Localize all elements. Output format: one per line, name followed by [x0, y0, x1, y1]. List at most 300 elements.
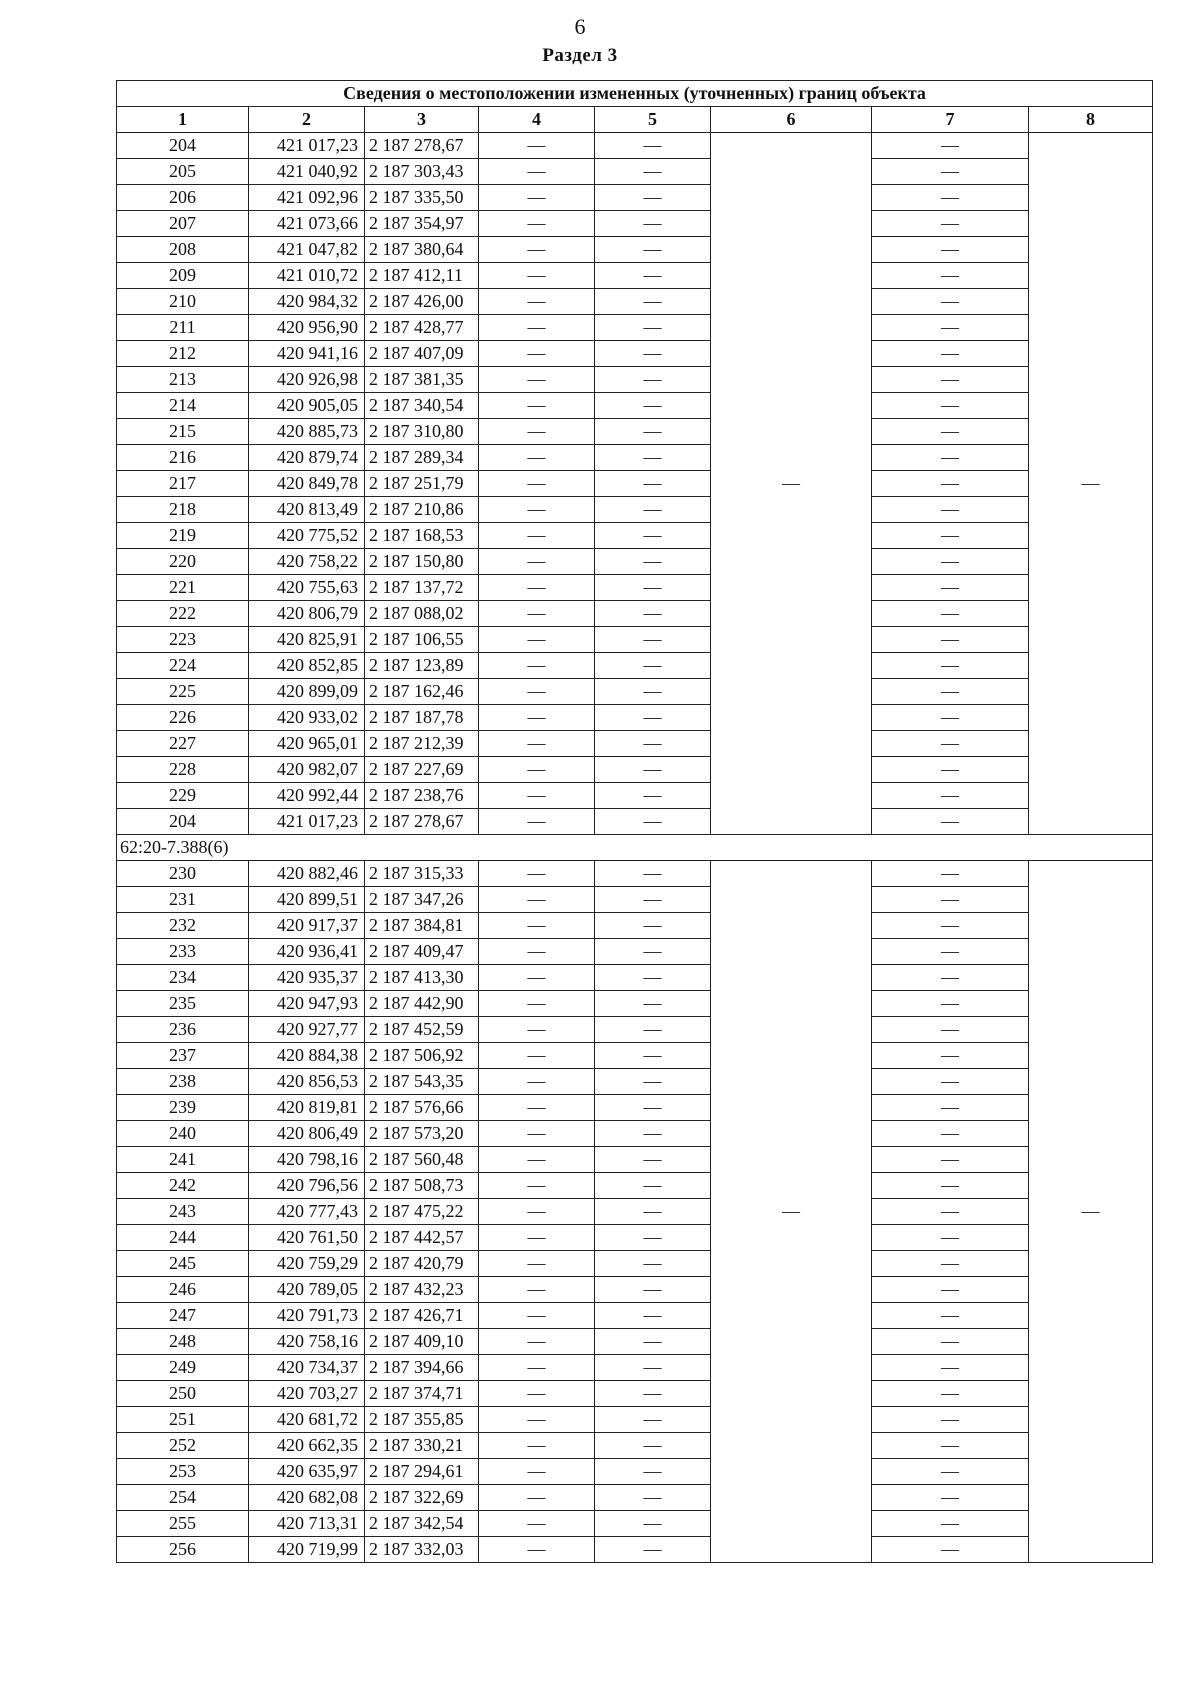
col4-dash: —	[479, 1459, 595, 1485]
coord-x: 420 884,38	[249, 1043, 365, 1069]
boundary-coordinates-table	[116, 80, 1153, 1563]
coord-y: 2 187 278,67	[365, 809, 479, 835]
group-header-row	[117, 835, 1153, 861]
coord-x: 420 806,79	[249, 601, 365, 627]
col7-dash: —	[872, 1407, 1029, 1433]
col5-dash: —	[595, 653, 711, 679]
col4-dash: —	[479, 679, 595, 705]
coord-y: 2 187 342,54	[365, 1511, 479, 1537]
col7-dash: —	[872, 1485, 1029, 1511]
col5-dash: —	[595, 1485, 711, 1511]
table-row	[117, 1511, 1153, 1537]
table-row	[117, 289, 1153, 315]
col7-dash: —	[872, 1095, 1029, 1121]
section-title: Раздел 3	[542, 45, 618, 66]
coord-y: 2 187 330,21	[365, 1433, 479, 1459]
point-number: 219	[117, 523, 249, 549]
table-row	[117, 1355, 1153, 1381]
col5-dash: —	[595, 1017, 711, 1043]
table-row	[117, 627, 1153, 653]
coord-x: 420 755,63	[249, 575, 365, 601]
table-row	[117, 965, 1153, 991]
col4-dash: —	[479, 1355, 595, 1381]
col5-dash: —	[595, 965, 711, 991]
coord-x: 420 791,73	[249, 1303, 365, 1329]
col8-dash: —	[1029, 133, 1153, 835]
table-row	[117, 419, 1153, 445]
point-number: 206	[117, 185, 249, 211]
col7-dash: —	[872, 809, 1029, 835]
coord-y: 2 187 335,50	[365, 185, 479, 211]
col5-dash: —	[595, 211, 711, 237]
point-number: 218	[117, 497, 249, 523]
col4-dash: —	[479, 991, 595, 1017]
coord-x: 420 899,51	[249, 887, 365, 913]
col4-dash: —	[479, 1407, 595, 1433]
coord-y: 2 187 289,34	[365, 445, 479, 471]
coord-x: 420 984,32	[249, 289, 365, 315]
coord-y: 2 187 355,85	[365, 1407, 479, 1433]
point-number: 245	[117, 1251, 249, 1277]
point-number: 231	[117, 887, 249, 913]
coord-x: 420 825,91	[249, 627, 365, 653]
col5-dash: —	[595, 809, 711, 835]
point-number: 213	[117, 367, 249, 393]
coord-x: 420 682,08	[249, 1485, 365, 1511]
coord-x: 420 761,50	[249, 1225, 365, 1251]
coord-y: 2 187 150,80	[365, 549, 479, 575]
point-number: 244	[117, 1225, 249, 1251]
col7-dash: —	[872, 263, 1029, 289]
table-row	[117, 1095, 1153, 1121]
point-number: 255	[117, 1511, 249, 1537]
table-row	[117, 861, 1153, 887]
col5-dash: —	[595, 1537, 711, 1563]
point-number: 216	[117, 445, 249, 471]
coord-x: 420 759,29	[249, 1251, 365, 1277]
col5-dash: —	[595, 1199, 711, 1225]
point-number: 204	[117, 133, 249, 159]
col4-dash: —	[479, 367, 595, 393]
table-row	[117, 1043, 1153, 1069]
table-row	[117, 809, 1153, 835]
col7-dash: —	[872, 601, 1029, 627]
coord-y: 2 187 227,69	[365, 757, 479, 783]
col7-dash: —	[872, 1511, 1029, 1537]
col7-dash: —	[872, 237, 1029, 263]
point-number: 208	[117, 237, 249, 263]
col5-dash: —	[595, 367, 711, 393]
table-row	[117, 1277, 1153, 1303]
point-number: 230	[117, 861, 249, 887]
col5-dash: —	[595, 1277, 711, 1303]
table-row	[117, 133, 1153, 159]
col6-dash: —	[711, 133, 872, 835]
col4-dash: —	[479, 237, 595, 263]
col4-dash: —	[479, 1381, 595, 1407]
coord-x: 420 813,49	[249, 497, 365, 523]
coord-x: 421 010,72	[249, 263, 365, 289]
point-number: 242	[117, 1173, 249, 1199]
col5-dash: —	[595, 679, 711, 705]
coord-y: 2 187 420,79	[365, 1251, 479, 1277]
col5-dash: —	[595, 1251, 711, 1277]
coord-x: 420 719,99	[249, 1537, 365, 1563]
coord-y: 2 187 576,66	[365, 1095, 479, 1121]
coord-x: 421 017,23	[249, 133, 365, 159]
col4-dash: —	[479, 939, 595, 965]
column-header: 3	[365, 107, 479, 133]
point-number: 248	[117, 1329, 249, 1355]
col5-dash: —	[595, 1147, 711, 1173]
table-row	[117, 601, 1153, 627]
col4-dash: —	[479, 289, 595, 315]
point-number: 246	[117, 1277, 249, 1303]
coord-x: 420 789,05	[249, 1277, 365, 1303]
col4-dash: —	[479, 133, 595, 159]
table-row	[117, 1173, 1153, 1199]
col7-dash: —	[872, 1459, 1029, 1485]
col4-dash: —	[479, 315, 595, 341]
point-number: 207	[117, 211, 249, 237]
table-row	[117, 159, 1153, 185]
point-number: 214	[117, 393, 249, 419]
coord-y: 2 187 187,78	[365, 705, 479, 731]
table-row	[117, 1407, 1153, 1433]
table-row	[117, 575, 1153, 601]
table-row	[117, 757, 1153, 783]
table-row	[117, 1225, 1153, 1251]
point-number: 235	[117, 991, 249, 1017]
col4-dash: —	[479, 1043, 595, 1069]
coord-y: 2 187 442,57	[365, 1225, 479, 1251]
point-number: 233	[117, 939, 249, 965]
col5-dash: —	[595, 1329, 711, 1355]
point-number: 215	[117, 419, 249, 445]
col7-dash: —	[872, 1225, 1029, 1251]
coord-y: 2 187 354,97	[365, 211, 479, 237]
col7-dash: —	[872, 1199, 1029, 1225]
coord-y: 2 187 409,47	[365, 939, 479, 965]
col7-dash: —	[872, 1173, 1029, 1199]
col4-dash: —	[479, 1329, 595, 1355]
col7-dash: —	[872, 1277, 1029, 1303]
coord-y: 2 187 340,54	[365, 393, 479, 419]
col7-dash: —	[872, 1381, 1029, 1407]
col5-dash: —	[595, 991, 711, 1017]
coord-x: 420 905,05	[249, 393, 365, 419]
coord-y: 2 187 168,53	[365, 523, 479, 549]
col7-dash: —	[872, 497, 1029, 523]
point-number: 241	[117, 1147, 249, 1173]
col4-dash: —	[479, 159, 595, 185]
column-header: 8	[1029, 107, 1153, 133]
coord-x: 420 758,22	[249, 549, 365, 575]
coord-x: 420 982,07	[249, 757, 365, 783]
col4-dash: —	[479, 549, 595, 575]
col7-dash: —	[872, 913, 1029, 939]
col4-dash: —	[479, 1225, 595, 1251]
col5-dash: —	[595, 1511, 711, 1537]
coord-y: 2 187 573,20	[365, 1121, 479, 1147]
col8-dash: —	[1029, 861, 1153, 1563]
point-number: 256	[117, 1537, 249, 1563]
col7-dash: —	[872, 679, 1029, 705]
coord-x: 420 927,77	[249, 1017, 365, 1043]
table-row	[117, 1199, 1153, 1225]
col4-dash: —	[479, 185, 595, 211]
col5-dash: —	[595, 419, 711, 445]
col7-dash: —	[872, 757, 1029, 783]
point-number: 236	[117, 1017, 249, 1043]
coord-y: 2 187 137,72	[365, 575, 479, 601]
column-header: 1	[117, 107, 249, 133]
point-number: 221	[117, 575, 249, 601]
col4-dash: —	[479, 263, 595, 289]
coord-y: 2 187 251,79	[365, 471, 479, 497]
coord-x: 420 947,93	[249, 991, 365, 1017]
point-number: 229	[117, 783, 249, 809]
coord-x: 420 798,16	[249, 1147, 365, 1173]
coord-x: 420 777,43	[249, 1199, 365, 1225]
coord-y: 2 187 506,92	[365, 1043, 479, 1069]
col7-dash: —	[872, 1069, 1029, 1095]
col7-dash: —	[872, 705, 1029, 731]
col7-dash: —	[872, 1329, 1029, 1355]
col7-dash: —	[872, 1537, 1029, 1563]
col4-dash: —	[479, 783, 595, 809]
col7-dash: —	[872, 653, 1029, 679]
col4-dash: —	[479, 861, 595, 887]
col7-dash: —	[872, 1017, 1029, 1043]
point-number: 247	[117, 1303, 249, 1329]
coord-x: 420 662,35	[249, 1433, 365, 1459]
coord-x: 420 775,52	[249, 523, 365, 549]
coord-y: 2 187 432,23	[365, 1277, 479, 1303]
col7-dash: —	[872, 549, 1029, 575]
point-number: 226	[117, 705, 249, 731]
col4-dash: —	[479, 731, 595, 757]
col4-dash: —	[479, 1121, 595, 1147]
point-number: 240	[117, 1121, 249, 1147]
coord-x: 420 935,37	[249, 965, 365, 991]
col4-dash: —	[479, 757, 595, 783]
coord-y: 2 187 238,76	[365, 783, 479, 809]
col7-dash: —	[872, 419, 1029, 445]
col7-dash: —	[872, 341, 1029, 367]
col5-dash: —	[595, 1225, 711, 1251]
point-number: 222	[117, 601, 249, 627]
table-row	[117, 1251, 1153, 1277]
col7-dash: —	[872, 1433, 1029, 1459]
table-row	[117, 549, 1153, 575]
col5-dash: —	[595, 289, 711, 315]
coord-x: 420 819,81	[249, 1095, 365, 1121]
point-number: 205	[117, 159, 249, 185]
col7-dash: —	[872, 783, 1029, 809]
col5-dash: —	[595, 1173, 711, 1199]
col5-dash: —	[595, 1407, 711, 1433]
coord-y: 2 187 322,69	[365, 1485, 479, 1511]
col5-dash: —	[595, 1303, 711, 1329]
coord-y: 2 187 374,71	[365, 1381, 479, 1407]
coord-x: 420 879,74	[249, 445, 365, 471]
col4-dash: —	[479, 445, 595, 471]
coord-y: 2 187 442,90	[365, 991, 479, 1017]
col5-dash: —	[595, 341, 711, 367]
col7-dash: —	[872, 627, 1029, 653]
col4-dash: —	[479, 705, 595, 731]
table-row	[117, 1069, 1153, 1095]
col4-dash: —	[479, 1173, 595, 1199]
col5-dash: —	[595, 1459, 711, 1485]
table-row	[117, 887, 1153, 913]
col7-dash: —	[872, 289, 1029, 315]
table-row	[117, 913, 1153, 939]
coord-y: 2 187 210,86	[365, 497, 479, 523]
coord-x: 420 703,27	[249, 1381, 365, 1407]
coord-y: 2 187 428,77	[365, 315, 479, 341]
coord-x: 420 681,72	[249, 1407, 365, 1433]
coord-x: 420 856,53	[249, 1069, 365, 1095]
col5-dash: —	[595, 523, 711, 549]
col7-dash: —	[872, 575, 1029, 601]
col5-dash: —	[595, 1095, 711, 1121]
col5-dash: —	[595, 263, 711, 289]
coord-y: 2 187 278,67	[365, 133, 479, 159]
col7-dash: —	[872, 731, 1029, 757]
col5-dash: —	[595, 783, 711, 809]
table-row	[117, 991, 1153, 1017]
coord-x: 420 758,16	[249, 1329, 365, 1355]
coord-y: 2 187 560,48	[365, 1147, 479, 1173]
col7-dash: —	[872, 1043, 1029, 1069]
coord-y: 2 187 413,30	[365, 965, 479, 991]
col5-dash: —	[595, 705, 711, 731]
table-row	[117, 315, 1153, 341]
coord-y: 2 187 123,89	[365, 653, 479, 679]
col5-dash: —	[595, 627, 711, 653]
table-row	[117, 731, 1153, 757]
table-row	[117, 1329, 1153, 1355]
point-number: 239	[117, 1095, 249, 1121]
group-label: 62:20-7.388(6)	[117, 835, 1153, 861]
col7-dash: —	[872, 471, 1029, 497]
coord-y: 2 187 426,00	[365, 289, 479, 315]
table-row	[117, 1485, 1153, 1511]
table-row	[117, 939, 1153, 965]
coord-y: 2 187 106,55	[365, 627, 479, 653]
col4-dash: —	[479, 1017, 595, 1043]
point-number: 223	[117, 627, 249, 653]
table-row	[117, 1433, 1153, 1459]
table-row	[117, 1459, 1153, 1485]
column-header: 6	[711, 107, 872, 133]
col5-dash: —	[595, 1043, 711, 1069]
table-row	[117, 211, 1153, 237]
col7-dash: —	[872, 991, 1029, 1017]
col5-dash: —	[595, 185, 711, 211]
col4-dash: —	[479, 1433, 595, 1459]
col4-dash: —	[479, 1199, 595, 1225]
table-row	[117, 263, 1153, 289]
col4-dash: —	[479, 1277, 595, 1303]
coord-y: 2 187 409,10	[365, 1329, 479, 1355]
coord-y: 2 187 475,22	[365, 1199, 479, 1225]
table-row	[117, 1121, 1153, 1147]
col7-dash: —	[872, 861, 1029, 887]
table-row	[117, 1303, 1153, 1329]
column-header: 2	[249, 107, 365, 133]
col4-dash: —	[479, 809, 595, 835]
col5-dash: —	[595, 471, 711, 497]
col5-dash: —	[595, 575, 711, 601]
coord-y: 2 187 407,09	[365, 341, 479, 367]
col5-dash: —	[595, 601, 711, 627]
table-row	[117, 445, 1153, 471]
coord-x: 420 992,44	[249, 783, 365, 809]
point-number: 251	[117, 1407, 249, 1433]
table-row	[117, 653, 1153, 679]
coord-y: 2 187 452,59	[365, 1017, 479, 1043]
table-row	[117, 523, 1153, 549]
point-number: 210	[117, 289, 249, 315]
point-number: 220	[117, 549, 249, 575]
table-row	[117, 185, 1153, 211]
coord-x: 420 734,37	[249, 1355, 365, 1381]
col7-dash: —	[872, 133, 1029, 159]
col6-dash: —	[711, 861, 872, 1563]
point-number: 228	[117, 757, 249, 783]
coord-x: 420 926,98	[249, 367, 365, 393]
col7-dash: —	[872, 367, 1029, 393]
table-row	[117, 679, 1153, 705]
point-number: 253	[117, 1459, 249, 1485]
col5-dash: —	[595, 939, 711, 965]
coord-y: 2 187 303,43	[365, 159, 479, 185]
column-header: 4	[479, 107, 595, 133]
coord-y: 2 187 347,26	[365, 887, 479, 913]
col4-dash: —	[479, 887, 595, 913]
coord-x: 420 956,90	[249, 315, 365, 341]
coord-y: 2 187 212,39	[365, 731, 479, 757]
coord-y: 2 187 384,81	[365, 913, 479, 939]
table-body	[117, 133, 1153, 1563]
coord-x: 421 040,92	[249, 159, 365, 185]
coord-y: 2 187 543,35	[365, 1069, 479, 1095]
point-number: 237	[117, 1043, 249, 1069]
col4-dash: —	[479, 627, 595, 653]
table-row	[117, 1381, 1153, 1407]
col4-dash: —	[479, 965, 595, 991]
point-number: 227	[117, 731, 249, 757]
col7-dash: —	[872, 185, 1029, 211]
table-row	[117, 497, 1153, 523]
coord-y: 2 187 294,61	[365, 1459, 479, 1485]
column-header: 7	[872, 107, 1029, 133]
col4-dash: —	[479, 1147, 595, 1173]
coord-y: 2 187 315,33	[365, 861, 479, 887]
point-number: 234	[117, 965, 249, 991]
point-number: 254	[117, 1485, 249, 1511]
coord-y: 2 187 162,46	[365, 679, 479, 705]
point-number: 250	[117, 1381, 249, 1407]
table-row	[117, 705, 1153, 731]
col7-dash: —	[872, 159, 1029, 185]
col5-dash: —	[595, 1121, 711, 1147]
col4-dash: —	[479, 1251, 595, 1277]
coord-x: 420 933,02	[249, 705, 365, 731]
